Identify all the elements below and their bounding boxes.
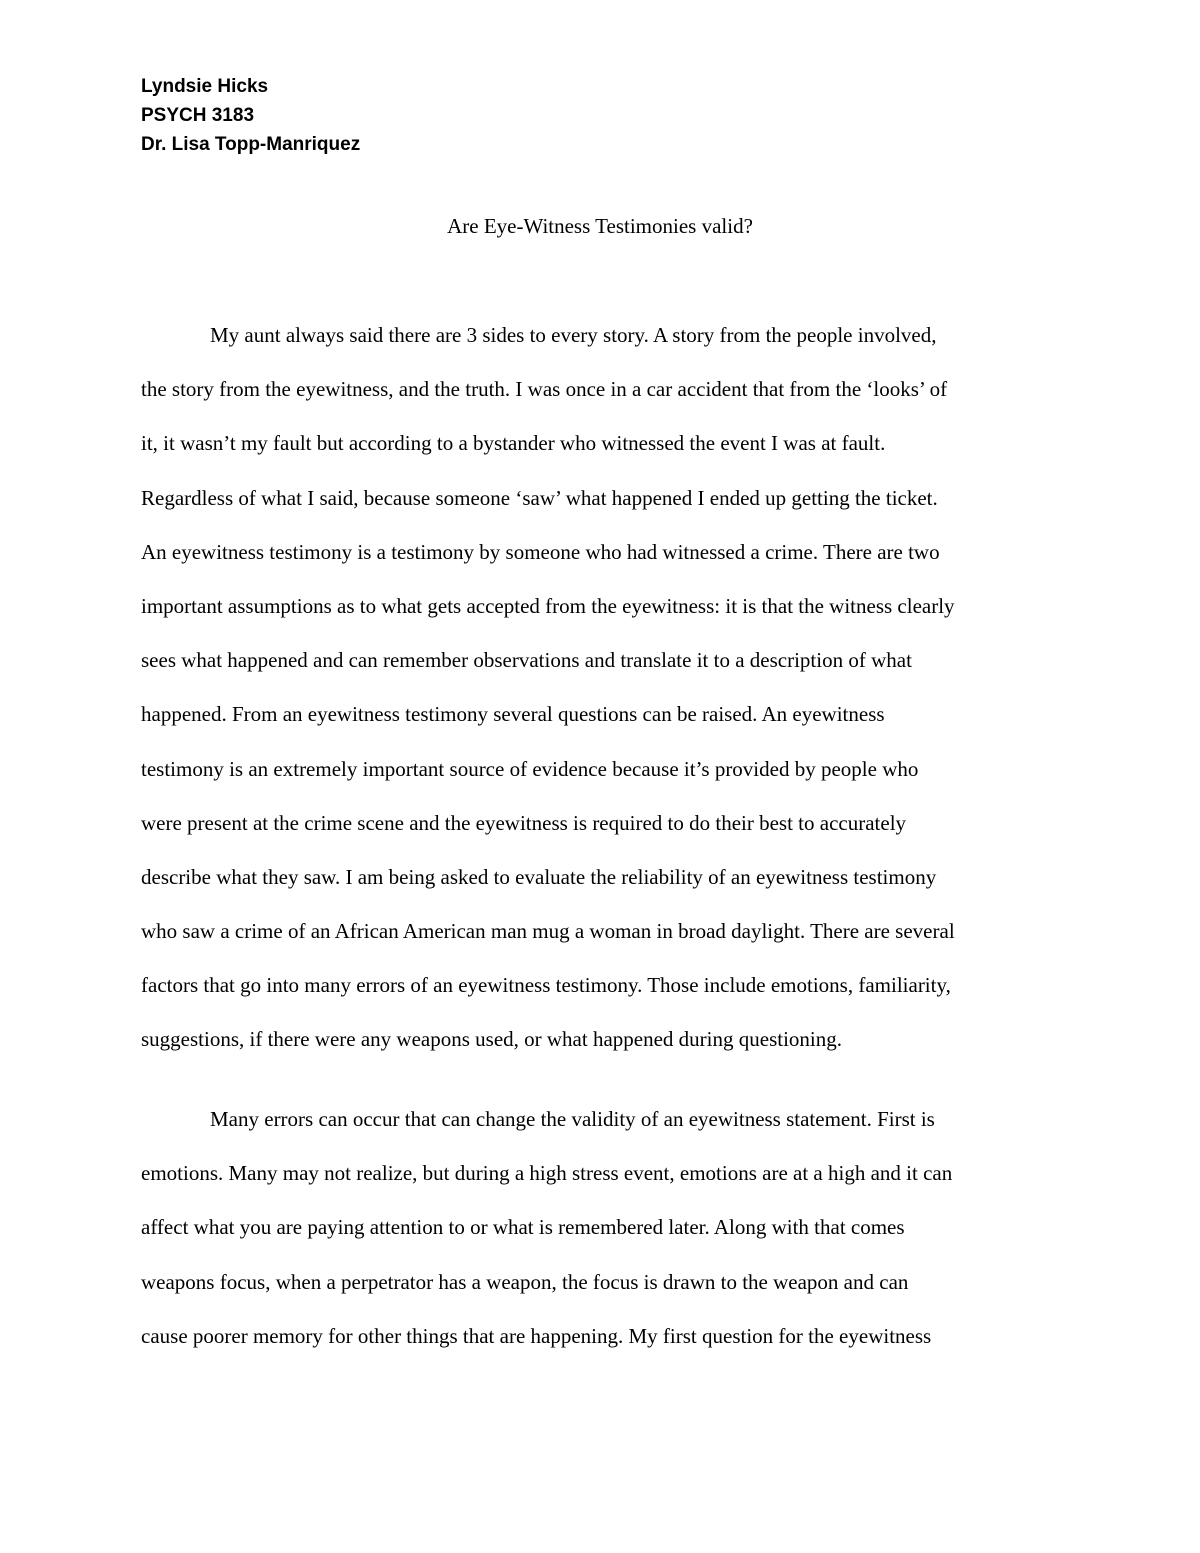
paragraph-line: emotions. Many may not realize, but during a high stress event, emotions are at a high and it can <box>141 1161 953 1186</box>
paragraph-line: testimony is an extremely important source of evidence because it’s provided by people who <box>141 756 919 781</box>
author-name: Lyndsie Hicks <box>141 76 269 97</box>
paragraph-line: were present at the crime scene and the eyewitness is required to do their best to accurately <box>141 810 907 835</box>
paragraph-line: My aunt always said there are 3 sides to every story. A story from the people involved, <box>210 323 937 347</box>
paragraph-line: happened. From an eyewitness testimony several questions can be raised. An eyewitness <box>141 702 885 727</box>
paragraph-line: sees what happened and can remember observations and translate it to a description of what <box>141 648 912 673</box>
paragraph-line: factors that go into many errors of an eyewitness testimony. Those include emotions, familiarity, <box>141 973 951 998</box>
course-code: PSYCH 3183 <box>141 105 255 126</box>
paragraph-line: it, it wasn’t my fault but according to a bystander who witnessed the event I was at fault. <box>141 431 886 456</box>
paragraph-line: important assumptions as to what gets accepted from the eyewitness: it is that the witness clearly <box>141 593 955 618</box>
paragraph-line: affect what you are paying attention to or what is remembered later. Along with that comes <box>141 1215 905 1240</box>
paragraph-line: suggestions, if there were any weapons used, or what happened during questioning. <box>141 1027 842 1052</box>
paragraph-line: weapons focus, when a perpetrator has a weapon, the focus is drawn to the weapon and can <box>141 1269 909 1294</box>
paragraph-2 <box>141 1092 952 1363</box>
paragraph-line: cause poorer memory for other things that are happening. My first question for the eyewitness <box>141 1323 932 1348</box>
paragraph-line: An eyewitness testimony is a testimony by someone who had witnessed a crime. There are two <box>141 539 940 564</box>
paragraph-line: Regardless of what I said, because someone ‘saw’ what happened I ended up getting the ticket. <box>141 485 938 510</box>
paragraph-line: describe what they saw. I am being asked to evaluate the reliability of an eyewitness testimony <box>141 864 937 889</box>
essay-title: Are Eye-Witness Testimonies valid? <box>447 214 753 238</box>
paragraph-line: the story from the eyewitness, and the truth. I was once in a car accident that from the ‘looks’ of <box>141 377 948 402</box>
document-header <box>141 72 360 159</box>
instructor-name: Dr. Lisa Topp-Manriquez <box>141 134 361 155</box>
paragraph-line: Many errors can occur that can change the validity of an eyewitness statement. First is <box>210 1107 935 1131</box>
paragraph-1 <box>141 308 955 1067</box>
paragraph-line: who saw a crime of an African American man mug a woman in broad daylight. There are several <box>141 919 955 944</box>
